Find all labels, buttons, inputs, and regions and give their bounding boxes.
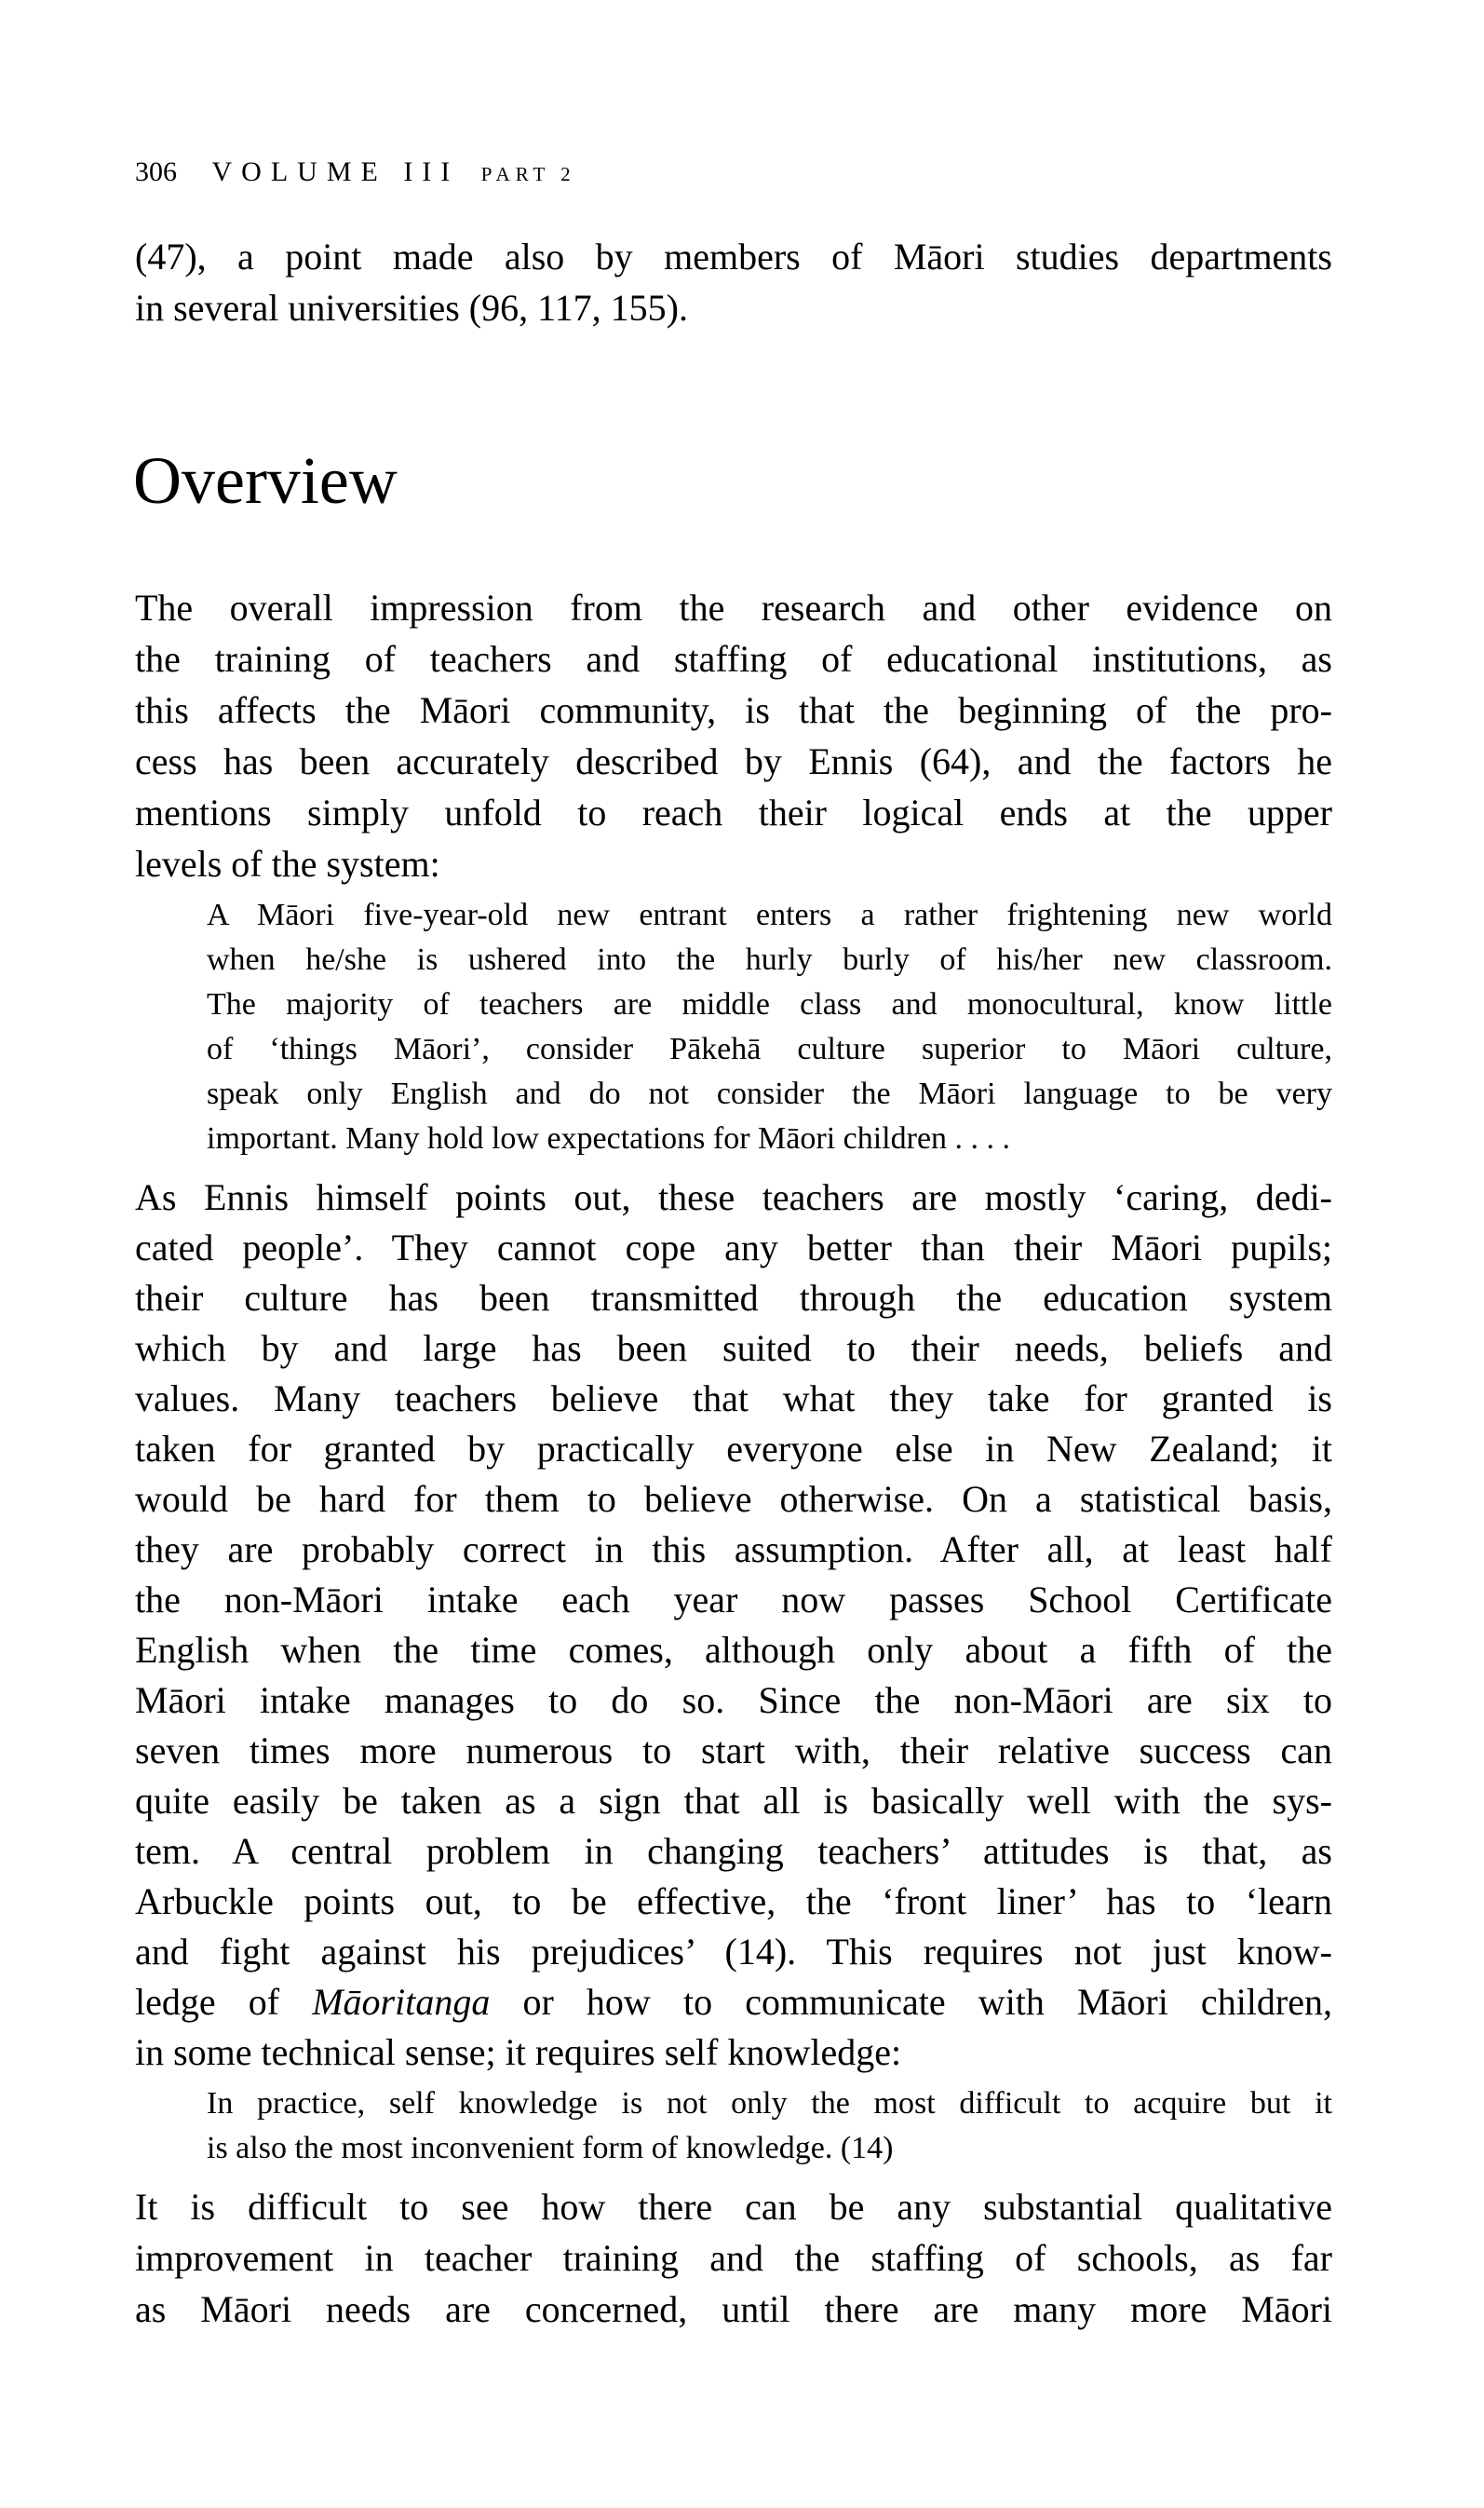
paragraph-line: quite easily be taken as a sign that all is basically well with the sys- [135, 1780, 1332, 1822]
paragraph-line: taken for granted by practically everyone else in New Zealand; it [135, 1428, 1332, 1470]
block-quote-line: speak only English and do not consider the Māori language to be very [207, 1077, 1332, 1111]
paragraph-line: their culture has been transmitted through the education system [135, 1277, 1332, 1319]
paragraph-line: the training of teachers and staffing of educational institutions, as [135, 638, 1332, 680]
paragraph-line: in some technical sense; it requires self knowledge: [135, 2031, 902, 2073]
italic-term: Māoritanga [312, 1981, 491, 2023]
page-number: 306 [135, 156, 177, 187]
paragraph-line: English when the time comes, although only about a fifth of the [135, 1629, 1332, 1671]
paragraph-line: mentions simply unfold to reach their logical ends at the upper [135, 792, 1332, 834]
block-quote-line: important. Many hold low expectations for Māori children . . . . [207, 1121, 1011, 1156]
paragraph-line: The overall impression from the research and other evidence on [135, 587, 1332, 629]
paragraph-line: the non-Māori intake each year now passes School Certificate [135, 1579, 1332, 1620]
paragraph-line: Māori intake manages to do so. Since the non-Māori are six to [135, 1679, 1332, 1721]
paragraph-line: would be hard for them to believe otherwise. On a statistical basis, [135, 1478, 1332, 1520]
volume-label: VOLUME III [211, 156, 460, 187]
paragraph-line: they are probably correct in this assumption. After all, at least half [135, 1528, 1332, 1570]
block-quote-line: is also the most inconvenient form of knowledge. (14) [207, 2131, 894, 2165]
block-quote-line: when he/she is ushered into the hurly burly of his/her new classroom. [207, 942, 1332, 977]
block-quote-line: of ‘things Māori’, consider Pākehā culture superior to Māori culture, [207, 1032, 1332, 1066]
paragraph-line: as Māori needs are concerned, until there are many more Māori [135, 2288, 1332, 2330]
block-quote-line: A Māori five-year-old new entrant enters a rather frightening new world [207, 898, 1332, 932]
paragraph-line: tem. A central problem in changing teachers’ attitudes is that, as [135, 1830, 1332, 1872]
paragraph-line: It is difficult to see how there can be any substantial qualitative [135, 2186, 1332, 2228]
paragraph-line: values. Many teachers believe that what they take for granted is [135, 1377, 1332, 1419]
paragraph-line: As Ennis himself points out, these teachers are mostly ‘caring, dedi- [135, 1176, 1332, 1218]
paragraph-line: cated people’. They cannot cope any better than their Māori pupils; [135, 1227, 1332, 1268]
part-label: PART 2 [480, 163, 576, 185]
paragraph-text: or how to communicate with Māori children, [490, 1981, 1332, 2023]
paragraph-line: improvement in teacher training and the staffing of schools, as far [135, 2237, 1332, 2279]
paragraph-line: seven times more numerous to start with, their relative success can [135, 1729, 1332, 1771]
paragraph-line: Arbuckle points out, to be effective, the ‘front liner’ has to ‘learn [135, 1880, 1332, 1922]
paragraph-line [135, 1981, 1332, 2023]
intro-line: in several universities (96, 117, 155). [135, 287, 688, 329]
paragraph-line: which by and large has been suited to their needs, beliefs and [135, 1327, 1332, 1369]
paragraph-line: this affects the Māori community, is that the beginning of the pro- [135, 689, 1332, 731]
running-head [135, 158, 576, 188]
paragraph-line: levels of the system: [135, 843, 440, 885]
paragraph-line: cess has been accurately described by Ennis (64), and the factors he [135, 740, 1332, 782]
block-quote-line: The majority of teachers are middle class and monocultural, know little [207, 987, 1332, 1022]
paragraph-text: ledge of [135, 1981, 313, 2023]
section-heading: Overview [133, 443, 398, 518]
block-quote-line: In practice, self knowledge is not only the most difficult to acquire but it [207, 2086, 1332, 2121]
paragraph-line: and fight against his prejudices’ (14). This requires not just know- [135, 1931, 1332, 1973]
intro-line: (47), a point made also by members of Māori studies departments [135, 236, 1332, 278]
